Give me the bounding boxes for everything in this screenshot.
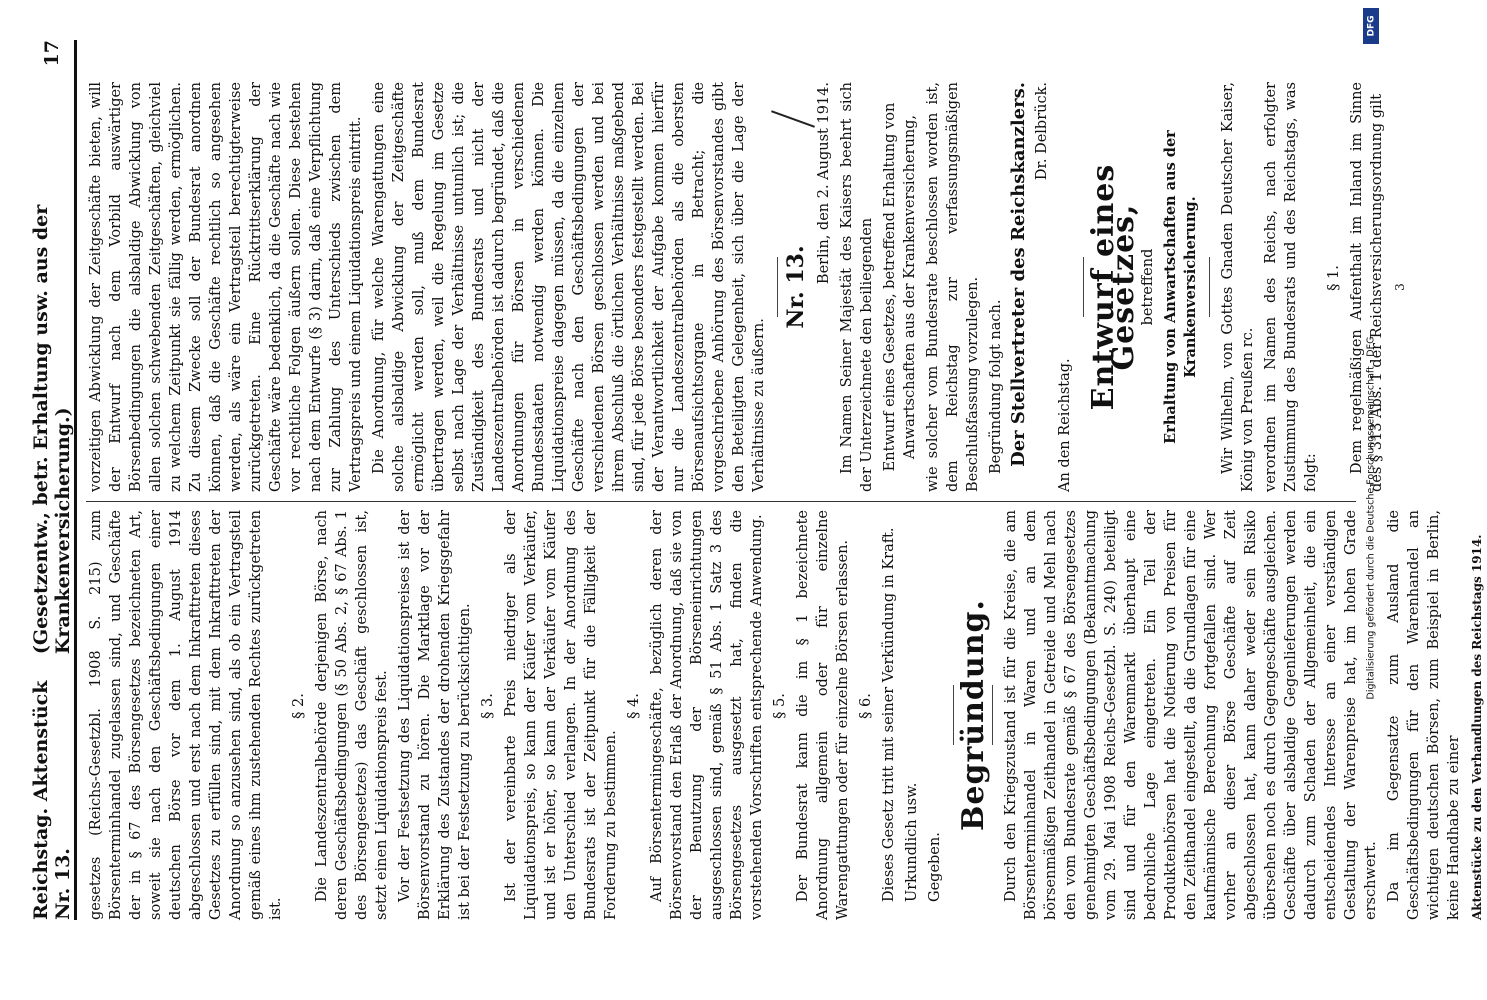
paragraph: Wir Wilhelm, von Gottes Gnaden Deutscher Kaiser, König von Preußen rc. bbox=[1220, 82, 1256, 492]
paragraph: Vor der Festsetzung des Liquidationspreises ist der Börsenvorstand zu hören. Die Marktlage vor der Erklärung des Zustandes der drohenden Kriegsgefahr ist bei der Festsetzung zu berücksichtigen. bbox=[397, 510, 473, 920]
separator-rule bbox=[992, 685, 993, 745]
header-left: Reichstag. Aktenstück Nr. 13. bbox=[30, 680, 74, 920]
paragraph: Die Landeszentralbehörde derjenigen Börse, nach deren Geschäftsbedingungen (§ 50 Abs. 2, § 67 Abs. 1 des Börsengesetzes) das Geschäft geschlossen ist, setzt einen Liquidationspreis fest. bbox=[314, 510, 390, 920]
section-heading: § 4. bbox=[626, 693, 642, 719]
paragraph: Ist der vereinbarte Preis niedriger als der Liquidationspreis, so kann der Käufer vom Verkäufer, und ist er höher, so kann der Verkäufer vom Käufer den Unterschied verlangen. In der Anordnung des Bundesrats ist der Zeitpunkt für die Fälligkeit der Forderung zu bestimmen. bbox=[503, 510, 619, 920]
separator-rule bbox=[1209, 257, 1210, 317]
paragraph: Dem regelmäßigen Aufenthalt im Inland im Sinne des § 313 Abs. 1 der Reichsversicherungsordnung gilt bbox=[1349, 82, 1385, 492]
right-aligned-text: Dr. Delbrück. bbox=[1034, 82, 1050, 181]
page-number: 17 bbox=[41, 40, 63, 67]
paragraph: Urkundlich usw. bbox=[904, 782, 920, 902]
paragraph: Da im Gegensatze zum Ausland die Geschäftsbedingungen für den Warenhandel an wichtigen deutschen Börsen, zum Beispiel in Berlin, keine Handhabe zu einer bbox=[1386, 510, 1462, 920]
sheet-number: 3 bbox=[1393, 283, 1407, 291]
section-heading: § 2. bbox=[291, 693, 307, 719]
title-heading: Entwurf eines Gesetzes, bbox=[1086, 163, 1141, 411]
section-heading: § 3. bbox=[480, 693, 496, 719]
right-aligned-text: Berlin, den 2. August 1914. bbox=[816, 82, 832, 285]
header-middle: (Gesetzentw., betr. Erhaltung usw. aus der Krankenversicherung.) bbox=[30, 204, 74, 655]
section-heading: § 6. bbox=[858, 693, 874, 719]
right-column bbox=[86, 82, 1407, 492]
running-header bbox=[30, 40, 74, 920]
footnote: Aktenstücke zu den Verhandlungen des Reichstags 1914. bbox=[1470, 534, 1484, 920]
paragraph: Gegeben. bbox=[927, 832, 943, 902]
paragraph: Der Bundesrat kann die im § 1 bezeichnete Anordnung allgemein oder für einzelne Warengattungen oder für einzelne Börsen erlassen. bbox=[795, 510, 851, 920]
separator-rule bbox=[953, 685, 954, 745]
paragraph: Die Anordnung, für welche Warengattungen eine solche alsbaldige Abwicklung der Zeitgeschäfte ermöglicht werden soll, muß dem Bundesrat übertragen werden, weil die Regelung im Gesetze selbst nach Lage der Verhältnisse untunlich ist; die Zuständigkeit des Bundesrats und nicht der Landeszentralbehörden ist dadurch begründet, daß die Anordnungen für Börsen in verschiedenen Bundesstaaten notwendig werden können. Die Liquidationspreise dagegen müssen, da die einzelnen Geschäfte nach den Geschäftsbedingungen der verschiedenen Börsen geschlossen werden und bei ihrem Abschluß die örtlichen Verhältnisse maßgebend sind, für jede Börse besonders festgestellt werden. Bei der Verantwortlichkeit der Aufgabe kommen hierfür nur die Landeszentralbehörden als die obersten Börsenaufsichtsorgane in Betracht; die vorgeschriebene Anhörung des Börsenvorstandes gibt den Beteiligten Gelegenheit, sich über die Lage der Verhältnisse zu äußern. bbox=[371, 82, 767, 492]
paragraph: verordnen im Namen des Reichs, nach erfolgter Zustimmung des Bundesrats und des Reichstags, was folgt: bbox=[1263, 82, 1319, 492]
title-heading: Begründung. bbox=[956, 599, 991, 831]
header-rule bbox=[74, 40, 77, 920]
section-heading: § 5. bbox=[772, 693, 788, 719]
digitization-credit: Digitalisierung gefördert durch die Deutsche Forschungsgemeinschaft - DFG bbox=[1365, 336, 1377, 700]
section-heading: § 1. bbox=[1326, 265, 1342, 291]
paragraph: An den Reichstag. bbox=[1057, 358, 1073, 492]
paragraph: Im Namen Seiner Majestät des Kaisers beehrt sich der Unterzeichnete den beiliegenden bbox=[839, 82, 875, 492]
centered-text: Entwurf eines Gesetzes, betreffend Erhaltung von Anwartschaften aus der Krankenversicherung, bbox=[882, 102, 918, 472]
signature-title: Der Stellvertreter des Reichskanzlers. bbox=[1008, 82, 1029, 467]
centered-text: Erhaltung von Anwartschaften aus der Krankenversicherung. bbox=[1162, 130, 1199, 444]
paragraph: wie solcher vom Bundesrate beschlossen worden ist, dem Reichstag zur verfassungsmäßigen Beschlußfassung vorzulegen. bbox=[925, 82, 981, 492]
scan-margin bbox=[1361, 8, 1381, 993]
separator-rule bbox=[1083, 257, 1084, 317]
paragraph: vorzeitigen Abwicklung der Zeitgeschäfte bieten, will der Entwurf nach dem Vorbild auswärtiger Börsenbedingungen die alsbaldige Abwicklung von allen solchen schwebenden Zeitgeschäften, gleichviel zu welchem Zeitpunkt sie fällig werden, ermöglichen. Zu diesem Zwecke soll der Bundesrat anordnen können, daß die Geschäfte rechtlich so angesehen werden, als wäre ein Vertragsteil berechtigterweise zurückgetreten. Eine Rücktrittserklärung der Geschäfte wäre bedenklich, da die Geschäfte nach wie vor rechtliche Folgen äußern sollen. Diese bestehen nach dem Entwurfe (§ 3) darin, daß eine Verpflichtung zur Zahlung des Unterschieds zwischen dem Vertragspreis und einem Liquidationspreis eintritt. bbox=[88, 82, 364, 492]
dfg-logo: DFG bbox=[1363, 8, 1379, 44]
paragraph: Begründung folgt nach. bbox=[988, 299, 1004, 474]
centered-text: betreffend bbox=[1140, 248, 1156, 326]
paragraph: Durch den Kriegszustand ist für die Kreise, die am Börsenterminhandel in Waren und an dem börsenmäßigen Zeithandel in Getreide und Mehl nach den vom Bundesrate gemäß § 67 des Börsengesetzes genehmigten Geschäftsbedingungen (Bekanntmachung vom 29. Mai 1908 Reichs-Gesetzbl. S. 240) beteiligt sind und für den Warenmarkt überhaupt eine bedrohliche Lage eingetreten. Ein Teil der Produktenbörsen hat die Notierung von Preisen für den Zeithandel eingestellt, da die Grundlagen für eine kaufmännische Berechnung fortgefallen sind. Wer vorher an dieser Börse Geschäfte auf Zeit abgeschlossen hat, kann daher weder sein Risiko übersehen noch es durch Gegengeschäfte ausgleichen. Geschäfte über alsbaldige Gegenlieferungen werden dadurch zum Schaden der Allgemeinheit, die ein entscheidendes Interesse an einer verständigen Gestaltung der Warenpreise hat, im hohen Grade erschwert. bbox=[1003, 510, 1379, 920]
paragraph: Dieses Gesetz tritt mit seiner Verkündung in Kraft. bbox=[881, 527, 897, 902]
separator-rule bbox=[777, 257, 778, 317]
paragraph: gesetzes (Reichs-Gesetzbl. 1908 S. 215) zum Börsenterminhandel zugelassen sind, und Geschäfte der in § 67 des Börsengesetzes bezeichneten Art, soweit sie nach den Geschäftsbedingungen einer deutschen Börse vor dem 1. August 1914 abgeschlossen und erst nach dem Inkrafttreten dieses Gesetzes zu erfüllen sind, mit dem Inkrafttreten der Anordnung so anzusehen sind, als ob ein Vertragsteil gemäß eines ihm zustehenden Rechtes zurückgetreten ist. bbox=[88, 510, 284, 920]
paragraph: Auf Börsentermingeschäfte, bezüglich deren der Börsenvorstand den Erlaß der Anordnung, daß sie von der Benutzung der Börseneinrichtungen ausgeschlossen sind, gemäß § 51 Abs. 1 Satz 3 des Börsengesetzes ausgesetzt hat, finden die vorstehenden Vorschriften entsprechende Anwendung. bbox=[649, 510, 765, 920]
document-number: Nr. 13. bbox=[783, 245, 809, 329]
column-divider bbox=[86, 501, 1356, 502]
